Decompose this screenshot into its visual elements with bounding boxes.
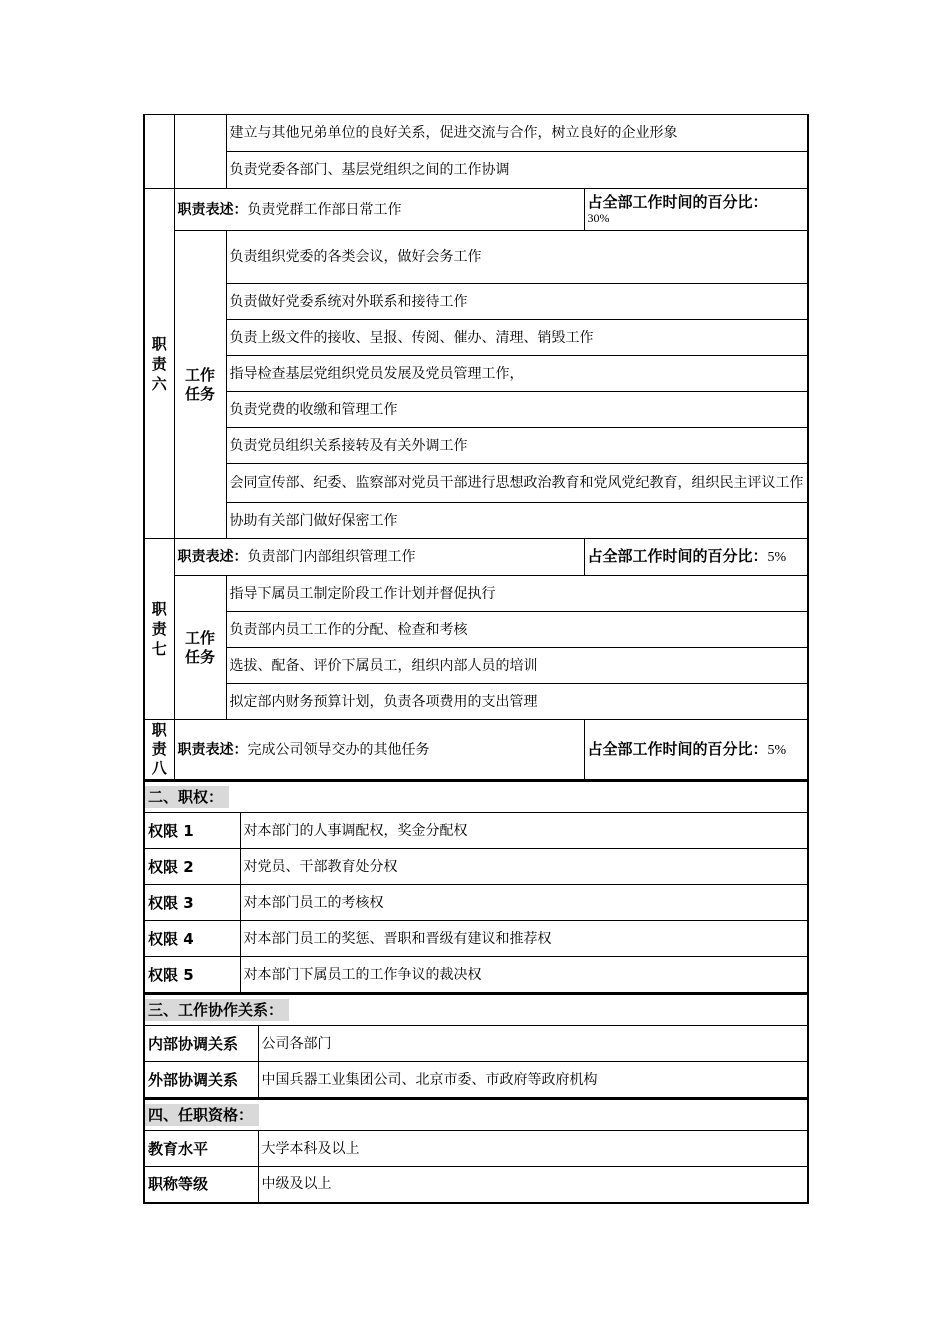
duty-statement-label: 职责表述： (177, 549, 248, 565)
job-description-document (143, 114, 807, 1204)
cooperation-text: 公司各部门 (258, 1026, 808, 1062)
duty-statement-label: 职责表述： (177, 741, 248, 758)
duty8-percentage (584, 720, 808, 780)
authority-row (144, 921, 808, 957)
authority-table (143, 780, 809, 993)
qualification-text: 大学本科及以上 (258, 1131, 808, 1167)
duty7-label (144, 539, 174, 720)
task-label-text: 工作任务 (184, 628, 215, 666)
qualification-table (143, 1098, 809, 1204)
task-item: 负责组织党委的各类会议，做好会务工作 (226, 231, 808, 284)
cooperation-row (144, 1026, 808, 1062)
percentage-label: 占全部工作时间的百分比： (587, 739, 768, 758)
percentage-label: 占全部工作时间的百分比： (587, 547, 768, 565)
qualification-label: 职称等级 (144, 1167, 258, 1203)
qualification-section-header (144, 1099, 808, 1131)
task-label-text: 工作任务 (184, 365, 215, 403)
cooperation-text: 中国兵器工业集团公司、北京市委、市政府等政府机构 (258, 1062, 808, 1098)
task-item: 选拔、配备、评价下属员工，组织内部人员的培训 (226, 648, 808, 684)
authority-label: 权限 5 (144, 957, 240, 993)
authority-row (144, 957, 808, 993)
cooperation-label: 内部协调关系 (144, 1026, 258, 1062)
qualification-row (144, 1167, 808, 1203)
authority-label: 权限 3 (144, 885, 240, 921)
authority-text: 对本部门员工的奖惩、晋职和晋级有建议和推荐权 (240, 921, 808, 957)
duty-statement-text: 负责党群工作部日常工作 (247, 201, 402, 218)
duty-statement-text: 完成公司领导交办的其他任务 (247, 741, 430, 758)
qualification-text: 中级及以上 (258, 1167, 808, 1203)
duty-statement-text: 负责部门内部组织管理工作 (247, 549, 416, 565)
qualification-title: 四、任职资格： (145, 1104, 259, 1126)
duty6-task-label (174, 231, 226, 539)
task-item: 拟定部内财务预算计划，负责各项费用的支出管理 (226, 684, 808, 720)
duties-table (143, 114, 809, 780)
cooperation-label: 外部协调关系 (144, 1062, 258, 1098)
authority-text: 对本部门员工的考核权 (240, 885, 808, 921)
duty6-label-text: 职责六 (151, 334, 167, 393)
cooperation-title: 三、工作协作关系： (145, 999, 289, 1021)
task-item: 负责党委各部门、基层党组织之间的工作协调 (226, 152, 808, 189)
authority-text: 对本部门下属员工的工作争议的裁决权 (240, 957, 808, 993)
percentage-value: 30% (587, 211, 610, 225)
duty7-statement-row (144, 539, 808, 576)
duty6-percentage (584, 189, 808, 231)
percentage-label: 占全部工作时间的百分比： (587, 193, 768, 211)
duty8-statement-row (144, 720, 808, 780)
authority-label: 权限 2 (144, 849, 240, 885)
task-item: 负责党员组织关系接转及有关外调工作 (226, 428, 808, 464)
authority-text: 对党员、干部教育处分权 (240, 849, 808, 885)
cooperation-section-header (144, 994, 808, 1026)
authority-row (144, 813, 808, 849)
authority-text: 对本部门的人事调配权，奖金分配权 (240, 813, 808, 849)
percentage-value: 5% (767, 550, 787, 565)
percentage-value: 5% (767, 742, 787, 758)
duty-continuation-row (144, 152, 808, 189)
duty7-percentage (584, 539, 808, 576)
authority-row (144, 849, 808, 885)
duty6-statement (174, 189, 584, 231)
duty8-statement (174, 720, 584, 780)
authority-label: 权限 4 (144, 921, 240, 957)
duty-label-cell (144, 115, 174, 189)
duty8-label-text: 职责八 (151, 721, 167, 777)
task-item: 指导检查基层党组织党员发展及党员管理工作， (226, 356, 808, 392)
task-item: 负责党费的收缴和管理工作 (226, 392, 808, 428)
task-item: 负责上级文件的接收、呈报、传阅、催办、清理、销毁工作 (226, 320, 808, 356)
task-item: 协助有关部门做好保密工作 (226, 503, 808, 539)
duty7-task-label (174, 576, 226, 720)
duty7-statement (174, 539, 584, 576)
duty-statement-label: 职责表述： (177, 201, 248, 218)
duty-continuation-row (144, 115, 808, 152)
task-item: 建立与其他兄弟单位的良好关系，促进交流与合作，树立良好的企业形象 (226, 115, 808, 152)
task-item: 负责做好党委系统对外联系和接待工作 (226, 284, 808, 320)
authority-label: 权限 1 (144, 813, 240, 849)
duty6-label (144, 189, 174, 539)
authority-section-header (144, 781, 808, 813)
duty6-statement-row (144, 189, 808, 231)
cooperation-table (143, 993, 809, 1098)
qualification-label: 教育水平 (144, 1131, 258, 1167)
task-item: 会同宣传部、纪委、监察部对党员干部进行思想政治教育和党风党纪教育，组织民主评议工作 (226, 464, 808, 503)
duty7-label-text: 职责七 (151, 600, 167, 658)
cooperation-row (144, 1062, 808, 1098)
task-item: 指导下属员工制定阶段工作计划并督促执行 (226, 576, 808, 612)
qualification-row (144, 1131, 808, 1167)
duty8-label (144, 720, 174, 780)
authority-title: 二、职权： (145, 786, 229, 808)
authority-row (144, 885, 808, 921)
task-item: 负责部内员工工作的分配、检查和考核 (226, 612, 808, 648)
task-label-cell (174, 115, 226, 189)
